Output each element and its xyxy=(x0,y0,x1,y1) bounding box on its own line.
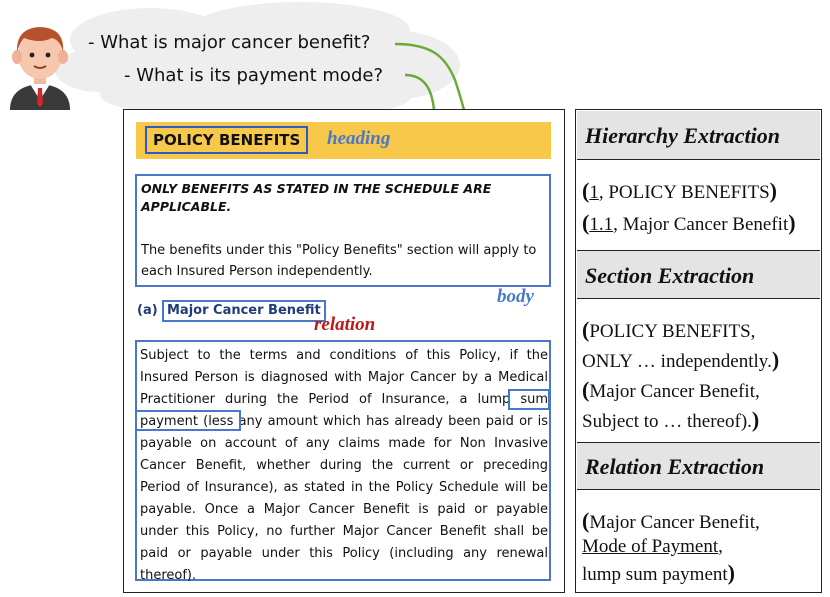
relation-line-2 xyxy=(582,533,723,561)
relation-line-1: (Major Cancer Benefit, xyxy=(582,508,760,533)
section-prefix: (a) xyxy=(137,303,158,318)
hierarchy-item-1-text: , POLICY BENEFITS xyxy=(598,182,770,203)
hierarchy-item-1-number: 1 xyxy=(589,182,599,203)
lump-sum-highlight-1 xyxy=(508,389,550,410)
section-line-2-text: ONLY … independently. xyxy=(582,351,772,372)
section-line-1-text: POLICY BENEFITS, xyxy=(589,321,756,342)
relation-line-3-text: lump sum payment xyxy=(582,564,728,585)
heading-tag: heading xyxy=(327,128,391,149)
hierarchy-item-2-text: , Major Cancer Benefit xyxy=(613,214,789,235)
applicable-notice: ONLY BENEFITS AS STATED IN THE SCHEDULE ARE APPLICABLE. xyxy=(141,181,492,214)
section-line-3: (Major Cancer Benefit, xyxy=(582,377,760,402)
body-tag: body xyxy=(497,286,534,307)
relation-line-3: lump sum payment) xyxy=(582,560,735,585)
thought-cloud-icon xyxy=(55,2,460,115)
section-line-4-text: Subject to … thereof). xyxy=(582,411,752,432)
section-line-4: Subject to … thereof).) xyxy=(582,407,760,432)
section-extraction-header: Section Extraction xyxy=(577,250,820,299)
hierarchy-item-2: (1.1, Major Cancer Benefit) xyxy=(582,210,796,235)
question-2: - What is its payment mode? xyxy=(124,65,383,86)
policy-benefits-title: POLICY BENEFITS xyxy=(145,126,308,154)
section-line-1: (POLICY BENEFITS, xyxy=(582,317,756,342)
relation-line-2-text: Mode of Payment xyxy=(582,536,719,557)
hierarchy-item-1: (1, POLICY BENEFITS) xyxy=(582,178,777,203)
section-line-2: ONLY … independently.) xyxy=(582,347,780,372)
section-line-3-text: Major Cancer Benefit, xyxy=(589,381,760,402)
question-1: - What is major cancer benefit? xyxy=(88,32,371,53)
lump-sum-highlight-2 xyxy=(135,410,241,431)
benefits-paragraph: The benefits under this "Policy Benefits" section will apply to each Insured Person independently. xyxy=(141,243,537,279)
relation-line-1-text: Major Cancer Benefit, xyxy=(589,512,760,533)
hierarchy-extraction-header: Hierarchy Extraction xyxy=(577,111,820,160)
hierarchy-item-2-number: 1.1 xyxy=(589,214,614,235)
relation-tag: relation xyxy=(314,314,376,335)
relation-extraction-header: Relation Extraction xyxy=(577,442,820,490)
relation-line-2-suffix: , xyxy=(718,536,723,557)
major-cancer-paragraph: Subject to the terms and conditions of this Policy, if the Insured Person is diagnosed with Major Cancer by a Medical Practitioner during the Period of Insurance, a lump sum payment (less any amount which has already been paid or is payable on account of any claims made for Non Invasive Cancer Benefit, whether during the current or preceding Period of Insurance), as stated in the Policy Schedule will be payable. Once a Major Cancer Benefit is paid or payable under this Policy, no further Major Cancer Benefit shall be paid or payable under this Policy (including any renewal thereof). xyxy=(140,348,548,583)
major-cancer-benefit-title: Major Cancer Benefit xyxy=(162,300,326,322)
